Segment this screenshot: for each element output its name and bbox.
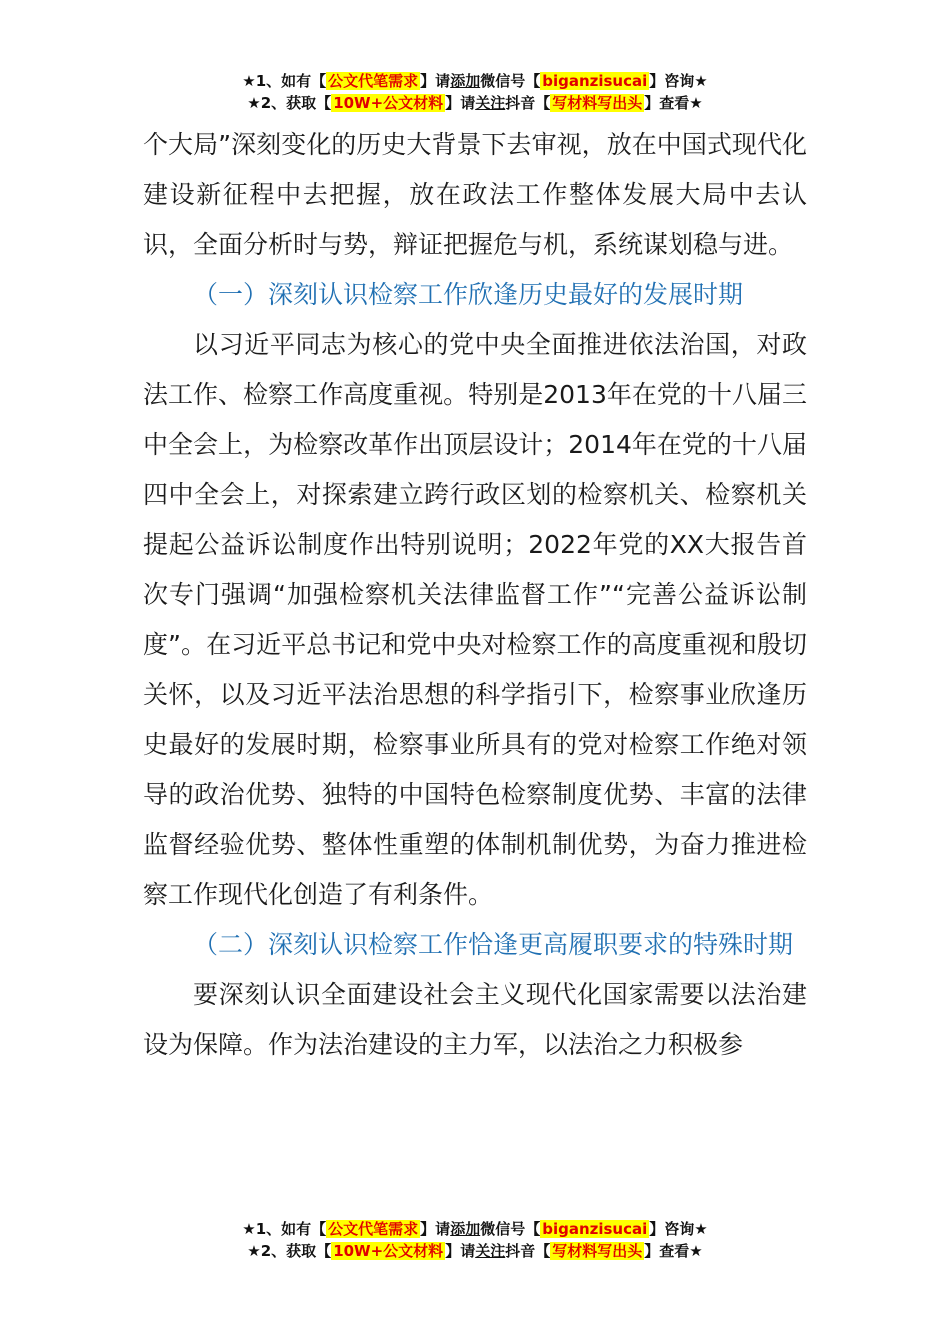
highlight-materials: 10W+公文材料 [333,1242,444,1260]
section-heading: （二）深刻认识检察工作恰逢更高履职要求的特殊时期 [193,930,794,959]
section-heading: （一）深刻认识检察工作欣逢历史最好的发展时期 [193,280,744,309]
promo-banner-bottom [0,1218,950,1262]
highlight-service: 公文代笔需求 [328,72,419,90]
promo-banner-top [0,70,950,114]
body-paragraph: 个大局”深刻变化的历史大背景下去审视，放在中国式现代化建设新征程中去把握，放在政法工作整体发展大局中去认识，全面分析时与势，辩证把握危与机，系统谋划稳与进。 [143,130,807,259]
promo-line-2: ★2、获取【 10W+公文材料 】请关注抖音【 写材料写出头 】查看★ [247,1242,703,1260]
promo-line-2: ★2、获取【 10W+公文材料 】请关注抖音【 写材料写出头 】查看★ [247,94,703,112]
highlight-service: 公文代笔需求 [328,1220,419,1238]
body-paragraph: 以习近平同志为核心的党中央全面推进依法治国，对政法工作、检察工作高度重视。特别是2013年在党的十八届三中全会上，为检察改革作出顶层设计；2014年在党的十八届四中全会上，对探索建立跨行政区划的检察机关、检察机关提起公益诉讼制度作出特别说明；2022年党的XX大报告首次专门强调“加强检察机关法律监督工作”“完善公益诉讼制度”。在习近平总书记和党中央对检察工作的高度重视和殷切关怀，以及习近平法治思想的科学指引下，检察事业欣逢历史最好的发展时期，检察事业所具有的党对检察工作绝对领导的政治优势、独特的中国特色检察制度优势、丰富的法律监督经验优势、整体性重塑的体制机制优势，为奋力推进检察工作现代化创造了有利条件。 [143,330,807,909]
body-paragraph: 要深刻认识全面建设社会主义现代化国家需要以法治建设为保障。作为法治建设的主力军，以法治之力积极参 [143,980,807,1059]
highlight-wechat-id: biganzisucai [542,72,648,90]
promo-line-1: ★1、如有【 公文代笔需求 】请添加微信号【 biganzisucai 】咨询★ [242,1220,708,1238]
document-body [143,120,807,1070]
highlight-douyin-account: 写材料写出头 [552,1242,643,1260]
highlight-douyin-account: 写材料写出头 [552,94,643,112]
promo-line-1: ★1、如有【 公文代笔需求 】请添加微信号【 biganzisucai 】咨询★ [242,72,708,90]
highlight-wechat-id: biganzisucai [542,1220,648,1238]
highlight-materials: 10W+公文材料 [333,94,444,112]
